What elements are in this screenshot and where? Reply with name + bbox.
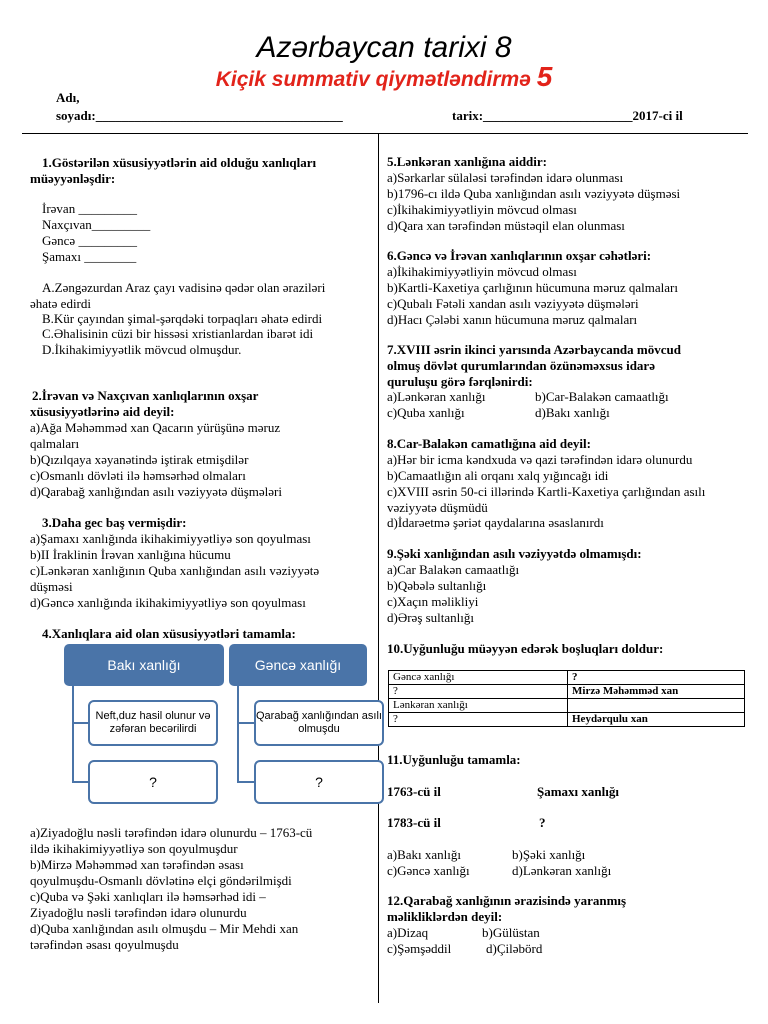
q6-option: c)Qubalı Fətəli xandan asılı vəziyyətə düşmələri	[387, 296, 639, 311]
q12-title: məlikliklərdən deyil:	[387, 909, 503, 924]
q11-option-d: d)Lənkəran xanlığı	[512, 863, 612, 878]
q1-option: B.Kür çayından şimal-şərqdəki torpaqları əhatə edirdi	[42, 311, 323, 326]
q1-title-1: 1.Göstərilən xüsusiyyətlərin aid olduğu xanlıqları	[42, 155, 317, 170]
worksheet-subtitle	[0, 61, 768, 93]
q12-title: 12.Qarabağ xanlığının ərazisində yaranmış	[387, 893, 627, 908]
q12-option-d: d)Çiləbörd	[486, 941, 543, 956]
baku-feature-box: Neft,duz hasil olunur və zəfəran becərilirdi	[88, 700, 218, 746]
q7-option-d: d)Bakı xanlığı	[535, 405, 610, 420]
q7-option-b: b)Car-Balakən camaatlığı	[535, 389, 669, 404]
q11-option-a: a)Bakı xanlığı	[387, 847, 462, 862]
q2-option: b)Qızılqaya xəyanətində iştirak etmişdilər	[30, 452, 249, 467]
q7-title: olmuş dövlət qurumlarından özünəməxsus idarə	[387, 358, 655, 373]
q4-option: c)Quba və Şəki xanlıqları ilə həmsərhəd idi –	[30, 889, 266, 904]
q5-option: c)İkihakimiyyətliyin mövcud olması	[387, 202, 577, 217]
worksheet-title: Azərbaycan tarixi 8	[256, 31, 512, 64]
q5-option: b)1796-cı ildə Quba xanlığından asılı vəziyyətə düşməsi	[387, 186, 681, 201]
q1-option: C.Əhalisinin cüzi bir hissəsi xristianlardan ibarət idi	[42, 326, 314, 341]
table-cell[interactable]: ?	[568, 671, 745, 685]
q1-khanate-blank[interactable]: Naxçıvan_________	[42, 217, 151, 232]
q4-option: b)Mirzə Məhəmməd xan tərəfindən əsası	[30, 857, 244, 872]
q3-option: a)Şamaxı xanlığında ikihakimiyyətliyə son qoyulması	[30, 531, 311, 546]
table-row	[389, 699, 745, 713]
table-cell[interactable]: ?	[389, 685, 568, 699]
q11-year-2: 1783-cü il	[387, 815, 441, 830]
q1-title-2: müəyyənləşdir:	[30, 171, 116, 186]
q4-option: qoyulmuşdu-Osmanlı dövlətinə elçi göndərilmişdi	[30, 873, 292, 888]
q12-option-b: b)Gülüstan	[482, 925, 540, 940]
ganja-connector	[237, 686, 239, 782]
table-row	[389, 713, 745, 727]
ganja-connector	[237, 781, 254, 783]
table-cell: Mirzə Məhəmməd xan	[568, 685, 745, 699]
q8-title: 8.Car-Balakən camatlığına aid deyil:	[387, 436, 591, 451]
ganja-connector	[237, 722, 254, 724]
q9-option: c)Xaçın məlikliyi	[387, 594, 479, 609]
table-cell[interactable]: ?	[389, 713, 568, 727]
table-row	[389, 671, 745, 685]
q1-option: D.İkihakimiyyətlik mövcud olmuşdur.	[42, 342, 242, 357]
q11-option-b: b)Şəki xanlığı	[512, 847, 586, 862]
q2-line: xüsusiyyətlərinə aid deyil:	[30, 404, 175, 419]
q2-option: d)Qarabağ xanlığından asılı vəziyyətə düşmələri	[30, 484, 282, 499]
q3-option: c)Lənkəran xanlığının Quba xanlığından asılı vəziyyətə	[30, 563, 320, 578]
q9-option: b)Qəbələ sultanlığı	[387, 578, 487, 593]
q2-line: 2.İrəvan və Naxçıvan xanlıqlarının oxşar	[32, 388, 259, 403]
table-cell[interactable]	[568, 699, 745, 713]
q4-option: tərəfindən əsası qoyulmuşdu	[30, 937, 179, 952]
q12-option-c: c)Şəmşəddil	[387, 941, 452, 956]
q7-option-c: c)Quba xanlığı	[387, 405, 465, 420]
q8-option: d)İdarəetmə şəriət qaydalarına əsaslanırdı	[387, 515, 604, 530]
q1-khanate-blank[interactable]: Şamaxı ________	[42, 249, 137, 264]
q9-option: a)Car Balakən camaatlığı	[387, 562, 520, 577]
column-divider	[378, 133, 379, 1003]
q11-title: 11.Uyğunluğu tamamla:	[387, 752, 521, 767]
ganja-feature-box: Qarabağ xanlığından asılı olmuşdu	[254, 700, 384, 746]
q5-title: 5.Lənkəran xanlığına aiddir:	[387, 154, 547, 169]
q7-title: quruluşu görə fərqlənirdi:	[387, 374, 533, 389]
subtitle-text: Kiçik summativ qiymətləndirmə	[215, 68, 537, 91]
q6-title: 6.Gəncə və İrəvan xanlıqlarının oxşar cəhətləri:	[387, 248, 652, 263]
q7-option-a: a)Lənkəran xanlığı	[387, 389, 486, 404]
header-divider	[22, 133, 748, 134]
q2-option: c)Osmanlı dövləti ilə həmsərhəd olmaları	[30, 468, 246, 483]
table-cell: Gəncə xanlığı	[389, 671, 568, 685]
q12-option-a: a)Dizaq	[387, 925, 429, 940]
table-row	[389, 685, 745, 699]
q1-khanate-blank[interactable]: İrəvan _________	[42, 201, 137, 216]
q11-year-1: 1763-cü il	[387, 784, 441, 799]
baku-answer-box[interactable]: ?	[88, 760, 218, 804]
q9-option: d)Ərəş sultanlığı	[387, 610, 475, 625]
q11-value-1: Şamaxı xanlığı	[537, 784, 619, 799]
q5-option: d)Qara xan tərəfindən müstəqil elan olunması	[387, 218, 625, 233]
q6-option: d)Hacı Çələbi xanın hücumuna məruz qalmaları	[387, 312, 638, 327]
q8-option: b)Camaatlığın ali orqanı xalq yığıncağı idi	[387, 468, 609, 483]
ganja-answer-box[interactable]: ?	[254, 760, 384, 804]
name-label: Adı,	[56, 90, 80, 105]
q7-title: 7.XVIII əsrin ikinci yarısında Azərbaycanda mövcud	[387, 342, 681, 357]
q4-option: a)Ziyadoğlu nəsli tərəfindən idarə olunurdu – 1763-cü	[30, 825, 313, 840]
q3-title: 3.Daha gec baş vermişdir:	[42, 515, 187, 530]
q4-option: d)Quba xanlığından asılı olmuşdu – Mir Mehdi xan	[30, 921, 299, 936]
q1-khanate-blank[interactable]: Gəncə _________	[42, 233, 137, 248]
date-line[interactable]: tarix:_______________________2017-ci il	[452, 108, 683, 123]
q5-option: a)Sərkarlar sülaləsi tərəfindən idarə olunması	[387, 170, 624, 185]
q10-title: 10.Uyğunluğu müəyyən edərək boşluqları doldur:	[387, 641, 664, 656]
q8-option: c)XVIII əsrin 50-ci illərində Kartli-Kaxetiya çarlığından asılı	[387, 484, 706, 499]
q11-option-c: c)Gəncə xanlığı	[387, 863, 470, 878]
q3-option: düşməsi	[30, 579, 73, 594]
table-cell: Heydərqulu xan	[568, 713, 745, 727]
q4-title: 4.Xanlıqlara aid olan xüsusiyyətləri tamamla:	[42, 626, 296, 641]
q10-table	[388, 670, 745, 727]
q6-option: b)Kartli-Kaxetiya çarlığının hücumuna məruz qalmaları	[387, 280, 678, 295]
q2-option: qalmaları	[30, 436, 80, 451]
baku-khanate-box: Bakı xanlığı	[64, 644, 224, 686]
q8-option: a)Hər bir icma kəndxuda və qazi tərəfindən idarə olunurdu	[387, 452, 693, 467]
q1-option: əhatə edirdi	[30, 296, 91, 311]
baku-connector	[72, 781, 88, 783]
q3-option: d)Gəncə xanlığında ikihakimiyyətliyə son qoyulması	[30, 595, 306, 610]
q2-option: a)Ağa Məhəmməd xan Qacarın yürüşünə məruz	[30, 420, 281, 435]
q6-option: a)İkihakimiyyətliyin mövcud olması	[387, 264, 577, 279]
ganja-khanate-box: Gəncə xanlığı	[229, 644, 367, 686]
subtitle-number: 5	[536, 61, 553, 92]
table-cell: Lənkəran xanlığı	[389, 699, 568, 713]
q8-option: vəziyyətə düşmüdü	[387, 500, 488, 515]
baku-connector	[72, 722, 88, 724]
q9-title: 9.Şəki xanlığından asılı vəziyyətdə olmamışdı:	[387, 546, 642, 561]
q4-option: Ziyadoğlu nəsli tərəfindən idarə olunurdu	[30, 905, 247, 920]
surname-line[interactable]: soyadı:______________________________________	[56, 108, 343, 123]
q3-option: b)II İraklinin İrəvan xanlığına hücumu	[30, 547, 231, 562]
q11-value-2[interactable]: ?	[539, 815, 546, 830]
baku-connector	[72, 686, 74, 782]
q4-option: ildə ikihakimiyyətliyə son qoyulmuşdur	[30, 841, 238, 856]
q1-option: A.Zəngəzurdan Araz çayı vadisinə qədər olan əraziləri	[42, 280, 326, 295]
